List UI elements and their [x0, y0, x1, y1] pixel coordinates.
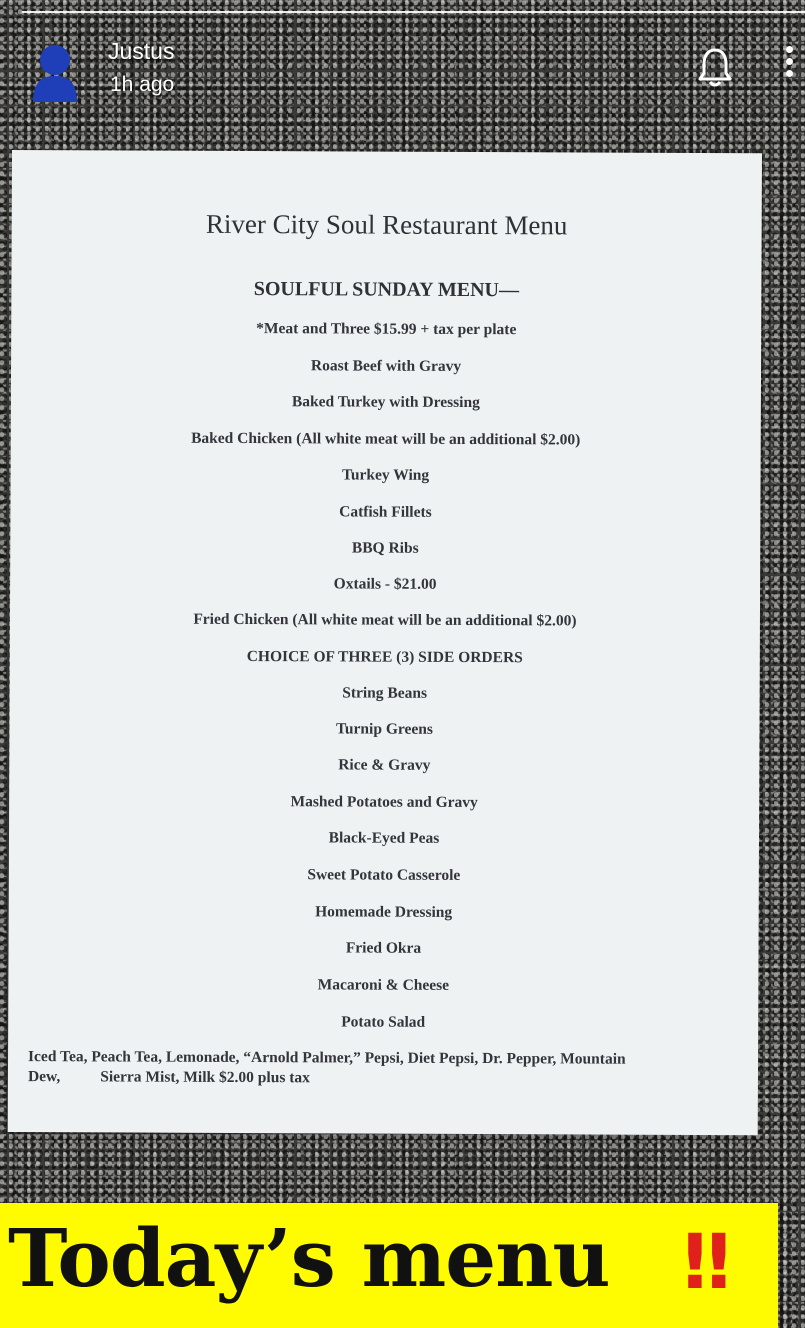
menu-item: Rice & Gravy [338, 756, 431, 774]
drinks-line-1: Iced Tea, Peach Tea, Lemonade, “Arnold Palmer,” Pepsi, Diet Pepsi, Dr. Pepper, Mountain [28, 1048, 626, 1068]
caption-text: Today’s menu [8, 1211, 610, 1305]
username[interactable]: Justus [108, 38, 175, 64]
timestamp: 1h ago [110, 73, 175, 96]
double-exclamation-icon: ‼ [683, 1217, 723, 1306]
menu-title: River City Soul Restaurant Menu [205, 208, 568, 241]
menu-item: Homemade Dressing [315, 903, 453, 921]
bell-icon[interactable] [696, 46, 734, 88]
menu-paper [8, 150, 762, 1135]
menu-item: Mashed Potatoes and Gravy [290, 793, 478, 812]
menu-item: BBQ Ribs [351, 539, 419, 557]
menu-item: Turnip Greens [335, 720, 433, 738]
menu-item: Potato Salad [341, 1013, 426, 1031]
menu-item: Macaroni & Cheese [317, 976, 450, 994]
menu-item: Baked Turkey with Dressing [291, 393, 480, 412]
menu-item: Turkey Wing [341, 466, 430, 484]
caption-banner [0, 1203, 778, 1328]
menu-item: Baked Chicken (All white meat will be an additional $2.00) [191, 429, 581, 449]
avatar-icon[interactable] [30, 40, 80, 104]
section-title: SOULFUL SUNDAY MENU— [253, 278, 520, 302]
menu-item: String Beans [342, 684, 428, 702]
drinks-line-2-start: Dew, [27, 1068, 61, 1086]
more-options-icon[interactable] [778, 46, 800, 88]
drinks-line-2-end: Sierra Mist, Milk $2.00 plus tax [100, 1068, 310, 1087]
menu-subheading: CHOICE OF THREE (3) SIDE ORDERS [246, 648, 523, 667]
menu-item: Oxtails - $21.00 [333, 575, 437, 593]
menu-item: Catfish Fillets [339, 503, 432, 521]
menu-item: *Meat and Three $15.99 + tax per plate [256, 320, 517, 339]
menu-item: Roast Beef with Gravy [310, 357, 462, 375]
story-progress-bar [22, 11, 805, 13]
menu-item: Sweet Potato Casserole [307, 866, 461, 884]
menu-item: Fried Okra [345, 939, 422, 957]
drinks-list [28, 1047, 718, 1090]
menu-item: Fried Chicken (All white meat will be an additional $2.00) [193, 610, 577, 630]
menu-item: Black-Eyed Peas [328, 829, 440, 847]
